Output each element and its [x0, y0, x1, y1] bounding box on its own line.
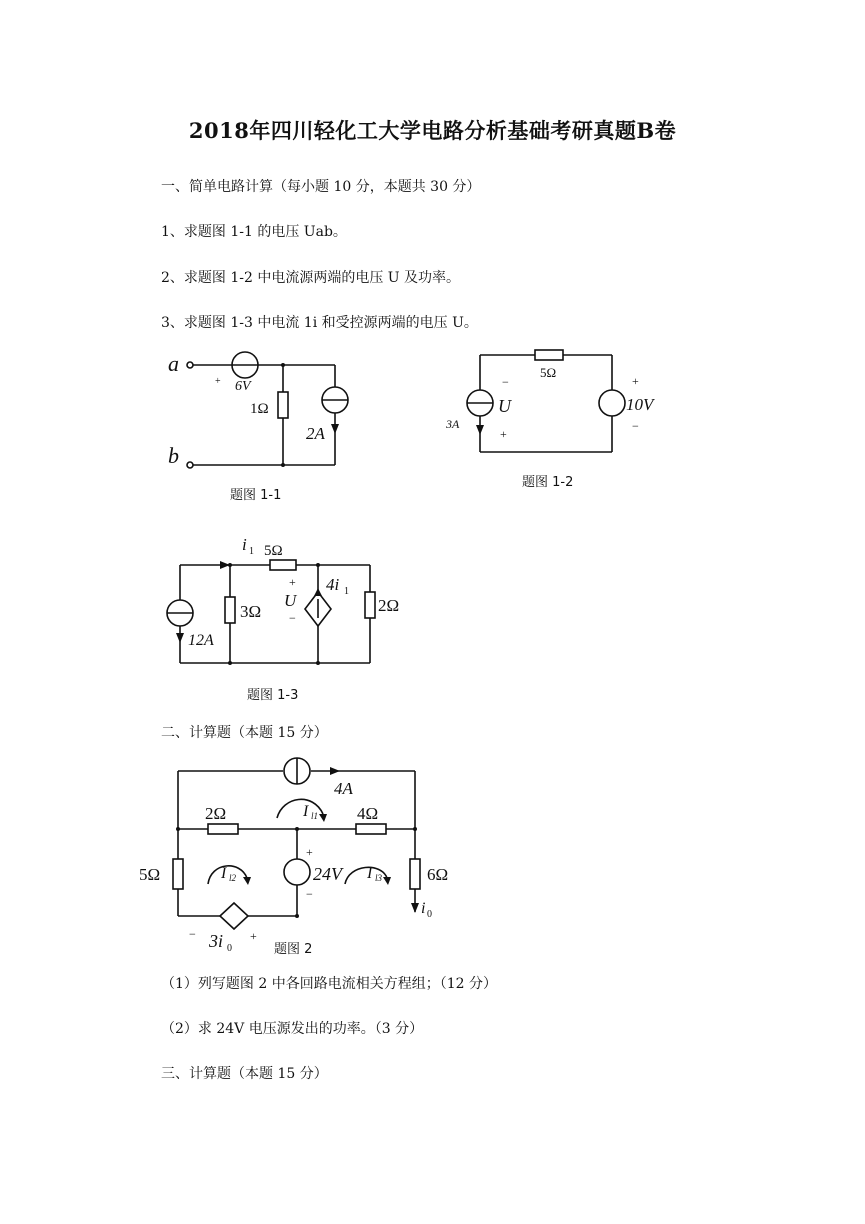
resistor-4ohm: [356, 824, 386, 834]
loop-i2-label: I: [221, 865, 227, 882]
voltage-source-24v: [284, 859, 310, 885]
sub-question-2: （2）求 24V 电压源发出的功率。（3 分）: [161, 1021, 424, 1037]
node-b-label: b: [168, 443, 179, 468]
figure-caption-1-1: 题图 1-1: [230, 488, 282, 503]
plus-sign: +: [289, 575, 296, 589]
resistor-1ohm: [278, 392, 288, 418]
minus-sign: −: [502, 375, 509, 389]
figure-caption-1-3: 题图 1-3: [247, 688, 299, 703]
question-1: 1、求题图 1-1 的电压 Uab。: [161, 224, 347, 240]
r5-label: 5Ω: [139, 865, 161, 884]
r5-label: 5Ω: [264, 543, 283, 559]
section3-heading: 三、计算题（本题 15 分）: [161, 1066, 328, 1082]
node-a-label: a: [168, 351, 179, 376]
plus-sign-2: +: [632, 374, 639, 388]
plus-sign: +: [215, 376, 221, 387]
dependent-source-3i0: [220, 903, 248, 929]
circuit-figure-1-2: [440, 340, 680, 460]
vsource-label: 6V: [235, 379, 251, 394]
figure-caption-2: 题图 2: [274, 942, 313, 957]
r4-label: 4Ω: [357, 804, 379, 823]
vsource-label: 10V: [626, 395, 654, 414]
loop-i3-label: I: [367, 865, 373, 882]
dep-source-label: 4i: [326, 575, 340, 594]
circuit-figure-1-1: [160, 340, 380, 480]
section2-heading: 二、计算题（本题 15 分）: [161, 725, 328, 741]
r3-label: 3Ω: [240, 602, 262, 621]
minus-sign: −: [289, 611, 296, 625]
question-3: 3、求题图 1-3 中电流 1i 和受控源两端的电压 U。: [161, 315, 478, 331]
r6-label: 6Ω: [427, 865, 449, 884]
isource-label: 3A: [446, 417, 460, 431]
resistor-label: 1Ω: [250, 401, 269, 417]
r2-label: 2Ω: [378, 596, 400, 615]
resistor-5ohm: [173, 859, 183, 889]
sub-question-1: （1）列写题图 2 中各回路电流相关方程组；（12 分）: [161, 976, 497, 992]
section1-heading: 一、简单电路计算（每小题 10 分，本题共 30 分）: [161, 179, 481, 195]
vs-minus: −: [306, 887, 313, 901]
loop-i3-sub: l3: [375, 873, 383, 883]
voltage-source-10v: [599, 390, 625, 416]
isource-label: 4A: [334, 779, 353, 798]
isource-label: 12A: [188, 632, 214, 649]
dep-minus: −: [189, 927, 196, 941]
resistor-5ohm: [535, 350, 563, 360]
question-2: 2、求题图 1-2 中电流源两端的电压 U 及功率。: [161, 270, 461, 286]
figure-caption-1-2: 题图 1-2: [522, 475, 574, 490]
resistor-label: 5Ω: [540, 365, 557, 380]
page-title: 2018年四川轻化工大学电路分析基础考研真题B卷: [188, 118, 677, 143]
resistor-2ohm: [365, 592, 375, 618]
u-label: U: [284, 591, 297, 610]
isource-label: 2A: [306, 424, 325, 443]
vs-plus: +: [306, 845, 313, 859]
current-i1-label: i: [242, 535, 247, 554]
dep-source-sub: 1: [344, 586, 349, 597]
loop-i1-sub: l1: [311, 811, 319, 821]
i0-sub: 0: [427, 909, 432, 920]
circuit-figure-1-3: [160, 530, 420, 675]
r2-label: 2Ω: [205, 804, 227, 823]
minus-sign-2: −: [632, 419, 639, 433]
dep-plus: +: [250, 929, 257, 943]
resistor-5ohm: [270, 560, 296, 570]
resistor-6ohm: [410, 859, 420, 889]
u-label: U: [498, 396, 511, 416]
plus-sign: +: [500, 427, 507, 441]
loop-i1-label: I: [303, 803, 309, 820]
vsource-label: 24V: [313, 864, 342, 884]
resistor-3ohm: [225, 597, 235, 623]
circuit-figure-2: [135, 750, 475, 955]
resistor-2ohm: [208, 824, 238, 834]
dep-source-sub: 0: [227, 943, 232, 954]
dep-source-label: 3i: [209, 931, 224, 951]
loop-i2-sub: l2: [229, 873, 237, 883]
current-i1-sub: 1: [249, 546, 254, 557]
i0-label: i: [421, 900, 426, 917]
